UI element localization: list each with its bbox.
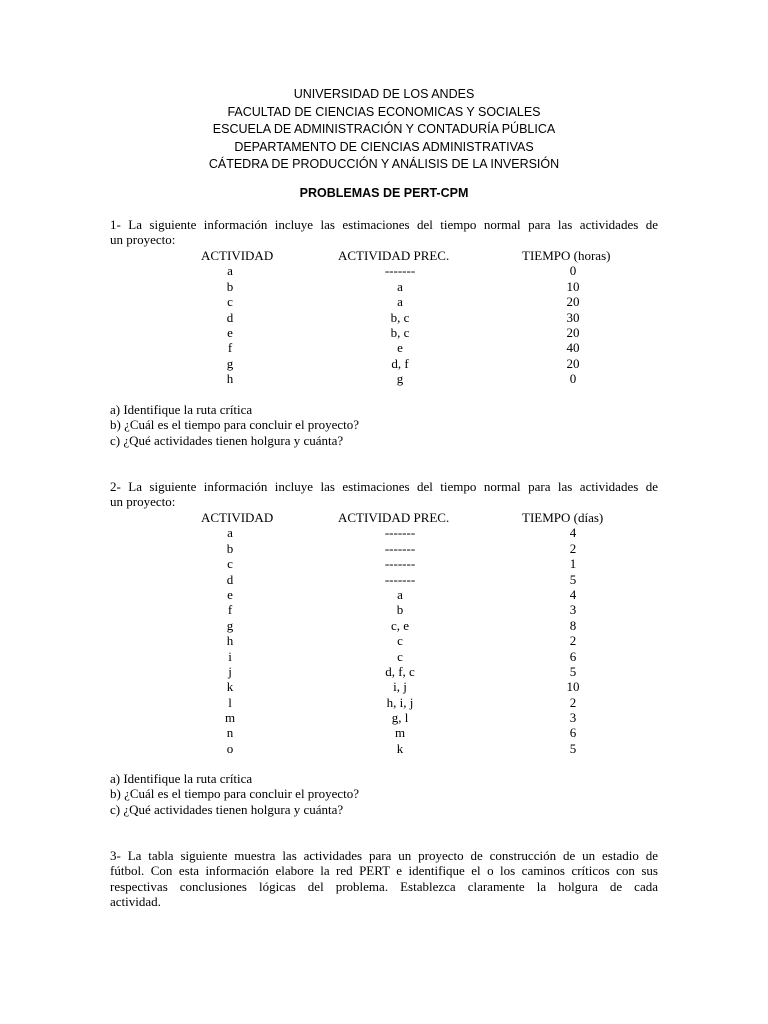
- predecessor-cell: a: [397, 294, 403, 310]
- table-header-row: [0, 248, 768, 263]
- predecessor-cell: k: [396, 740, 404, 756]
- header-line-school: ESCUELA DE ADMINISTRACIÓN Y CONTADURÍA PÚBLICA: [212, 122, 556, 136]
- activity-cell: h: [226, 371, 234, 387]
- column-header-predecessor: ACTIVIDAD PREC.: [338, 248, 450, 263]
- problem-2-intro-line: 2- La siguiente información incluye las estimaciones del tiempo normal para las actividades de: [110, 479, 658, 494]
- activity-cell: f: [227, 340, 233, 356]
- table-row: [0, 618, 768, 633]
- column-header-time: TIEMPO (días): [522, 510, 604, 525]
- table-row: [0, 710, 768, 725]
- table-row: [0, 587, 768, 602]
- predecessor-cell: m: [394, 725, 406, 741]
- time-cell: 30: [566, 309, 580, 325]
- column-header-time: TIEMPO (horas): [522, 248, 611, 263]
- problem-1-intro-line: un proyecto:: [110, 232, 176, 248]
- activity-cell: e: [227, 586, 233, 602]
- time-cell: 0: [569, 263, 577, 279]
- activity-cell: i: [228, 648, 232, 664]
- time-cell: 5: [569, 571, 577, 587]
- institution-header: [0, 86, 768, 174]
- predecessor-cell: h, i, j: [386, 694, 414, 710]
- activity-cell: f: [227, 602, 233, 618]
- problem-1-intro: [110, 217, 658, 248]
- table-row: [0, 633, 768, 648]
- table-row: [0, 695, 768, 710]
- predecessor-cell: d, f: [391, 355, 409, 371]
- time-cell: 20: [566, 294, 580, 310]
- problem-3-line: respectivas conclusiones lógicas del problema. Establezca claramente la holgura de cada: [110, 878, 658, 894]
- predecessor-cell: -------: [384, 540, 416, 556]
- problem-1-activity-table: [0, 248, 768, 387]
- activity-cell: b: [226, 540, 234, 556]
- activity-cell: m: [224, 710, 236, 726]
- table-row: [0, 525, 768, 540]
- predecessor-cell: a: [397, 278, 403, 294]
- header-line-university: UNIVERSIDAD DE LOS ANDES: [293, 87, 475, 101]
- time-cell: 1: [569, 556, 577, 572]
- activity-cell: e: [227, 324, 233, 340]
- time-cell: 3: [569, 710, 577, 726]
- problem-3-statement: [110, 848, 658, 910]
- question-a: a) Identifique la ruta crítica: [110, 402, 253, 417]
- predecessor-cell: -------: [384, 571, 416, 587]
- predecessor-cell: -------: [384, 556, 416, 572]
- predecessor-cell: e: [397, 340, 403, 356]
- time-cell: 2: [569, 694, 577, 710]
- question-c: c) ¿Qué actividades tienen holgura y cuánta?: [110, 801, 344, 817]
- question-b: b) ¿Cuál es el tiempo para concluir el proyecto?: [110, 417, 360, 433]
- time-cell: 6: [569, 725, 577, 741]
- activity-cell: a: [227, 525, 233, 541]
- table-row: [0, 279, 768, 294]
- question-c: c) ¿Qué actividades tienen holgura y cuánta?: [110, 432, 344, 448]
- problem-1-questions: [110, 402, 359, 448]
- predecessor-cell: b, c: [390, 309, 410, 325]
- problem-2-intro: [110, 479, 658, 510]
- time-cell: 20: [566, 355, 580, 371]
- problem-3-line: fútbol. Con esta información elabore la red PERT e identifique el o los caminos críticos con sus: [110, 863, 658, 879]
- table-row: [0, 572, 768, 587]
- activity-cell: c: [227, 294, 233, 310]
- table-row: [0, 602, 768, 617]
- predecessor-cell: b, c: [390, 324, 410, 340]
- question-b: b) ¿Cuál es el tiempo para concluir el proyecto?: [110, 786, 360, 802]
- column-header-activity: ACTIVIDAD: [201, 248, 274, 263]
- table-header-row: [0, 510, 768, 525]
- activity-cell: j: [228, 663, 232, 679]
- question-a: a) Identifique la ruta crítica: [110, 771, 253, 786]
- activity-cell: n: [226, 725, 234, 741]
- table-row: [0, 679, 768, 694]
- predecessor-cell: b: [396, 602, 404, 618]
- table-row: [0, 340, 768, 355]
- activity-cell: k: [226, 679, 234, 695]
- problem-3-line: 3- La tabla siguiente muestra las actividades para un proyecto de construcción de un estadio de: [110, 848, 658, 863]
- header-line-faculty: FACULTAD DE CIENCIAS ECONOMICAS Y SOCIALES: [227, 104, 541, 119]
- predecessor-cell: d, f, c: [385, 663, 415, 679]
- column-header-activity: ACTIVIDAD: [201, 510, 274, 525]
- problem-3-line: actividad.: [110, 894, 161, 910]
- table-row: [0, 371, 768, 386]
- time-cell: 6: [569, 648, 577, 664]
- problem-2-questions: [110, 771, 359, 817]
- predecessor-cell: i, j: [393, 679, 407, 695]
- problem-1-intro-line: 1- La siguiente información incluye las estimaciones del tiempo normal para las actividades de: [110, 217, 658, 232]
- activity-cell: c: [227, 556, 233, 572]
- activity-cell: d: [226, 571, 234, 587]
- activity-cell: o: [226, 740, 234, 756]
- table-row: [0, 541, 768, 556]
- table-row: [0, 294, 768, 309]
- problem-2-activity-table: [0, 510, 768, 756]
- time-cell: 3: [569, 602, 577, 618]
- problem-2-intro-line: un proyecto:: [110, 494, 176, 510]
- activity-cell: d: [226, 309, 234, 325]
- predecessor-cell: -------: [384, 263, 416, 279]
- predecessor-cell: a: [397, 586, 403, 602]
- column-header-predecessor: ACTIVIDAD PREC.: [338, 510, 450, 525]
- table-row: [0, 725, 768, 740]
- table-row: [0, 356, 768, 371]
- time-cell: 10: [566, 679, 580, 695]
- activity-cell: h: [226, 633, 234, 649]
- document-title: PROBLEMAS DE PERT-CPM: [299, 186, 469, 200]
- time-cell: 5: [569, 663, 577, 679]
- predecessor-cell: c, e: [390, 617, 410, 633]
- table-row: [0, 556, 768, 571]
- predecessor-cell: g, l: [391, 710, 409, 726]
- table-row: [0, 649, 768, 664]
- time-cell: 40: [566, 340, 580, 356]
- table-row: [0, 310, 768, 325]
- time-cell: 10: [566, 278, 580, 294]
- predecessor-cell: -------: [384, 525, 416, 541]
- activity-cell: g: [226, 617, 234, 633]
- header-line-chair: CÁTEDRA DE PRODUCCIÓN Y ANÁLISIS DE LA INVERSIÓN: [208, 157, 560, 171]
- time-cell: 2: [569, 633, 577, 649]
- table-row: [0, 664, 768, 679]
- time-cell: 4: [569, 586, 577, 602]
- activity-cell: l: [228, 694, 232, 710]
- table-row: [0, 325, 768, 340]
- time-cell: 0: [569, 371, 577, 387]
- time-cell: 8: [569, 617, 577, 633]
- time-cell: 5: [569, 740, 577, 756]
- time-cell: 2: [569, 540, 577, 556]
- predecessor-cell: g: [396, 371, 404, 387]
- time-cell: 20: [566, 324, 580, 340]
- header-line-department: DEPARTAMENTO DE CIENCIAS ADMINISTRATIVAS: [234, 139, 534, 154]
- activity-cell: g: [226, 355, 234, 371]
- time-cell: 4: [569, 525, 577, 541]
- predecessor-cell: c: [397, 633, 403, 649]
- predecessor-cell: c: [397, 648, 403, 664]
- table-row: [0, 263, 768, 278]
- table-row: [0, 741, 768, 756]
- activity-cell: a: [227, 263, 233, 279]
- activity-cell: b: [226, 278, 234, 294]
